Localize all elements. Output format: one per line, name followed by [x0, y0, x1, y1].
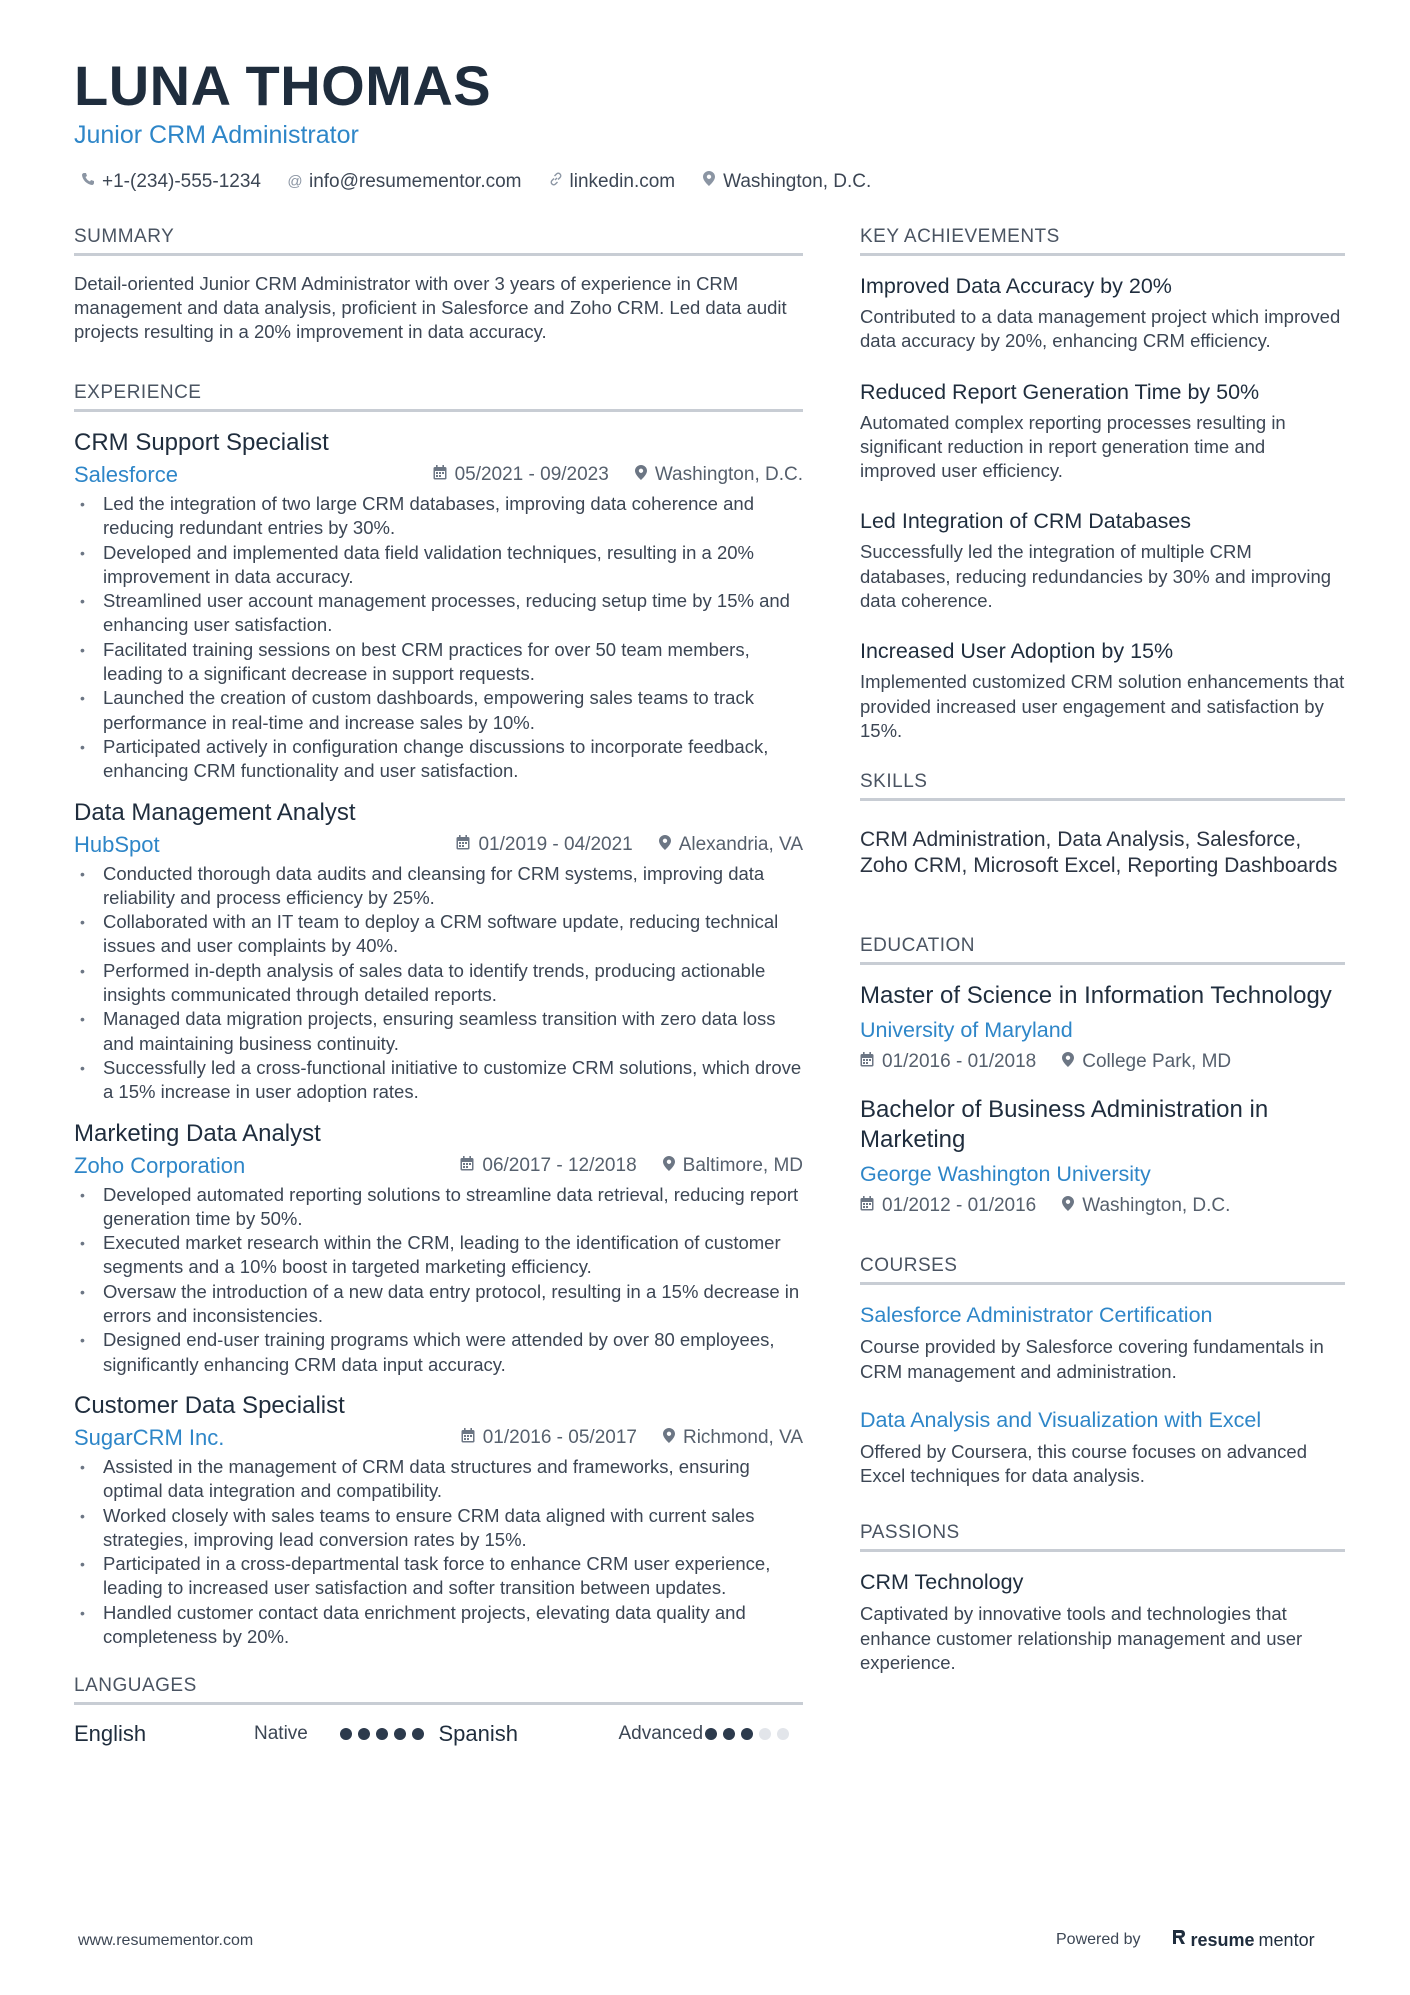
languages-list	[74, 1721, 803, 1747]
passion-desc: Captivated by innovative tools and technologies that enhance customer relationship management and user experience.	[860, 1603, 1303, 1674]
education-school: George Washington University	[860, 1162, 1151, 1187]
language-name: Spanish	[438, 1721, 519, 1747]
job-title: Data Management Analyst	[74, 798, 356, 826]
right-column	[860, 226, 1345, 1675]
location-icon	[659, 830, 671, 860]
education-degree: Master of Science in Information Technology	[860, 982, 1332, 1010]
language-name: English	[74, 1721, 147, 1747]
education-dates-group	[860, 1193, 1036, 1219]
proficiency-dot-filled	[723, 1728, 735, 1740]
job-bullets	[74, 862, 803, 1105]
link-icon	[548, 170, 564, 194]
job-entry	[74, 1119, 803, 1377]
job-location: Washington, D.C.	[654, 464, 803, 485]
job-bullet: • Handled customer contact data enrichment projects, elevating data quality and completeness by 20%.	[74, 1601, 803, 1650]
contact-location	[701, 170, 871, 194]
achievements-list	[860, 272, 1345, 743]
proficiency-dot-filled	[394, 1728, 406, 1740]
job-bullets	[74, 492, 803, 784]
job-dates-location	[460, 1151, 803, 1181]
achievement-item	[860, 272, 1345, 354]
course-title: Salesforce Administrator Certification	[860, 1303, 1213, 1328]
calendar-icon	[461, 1423, 475, 1453]
course-title: Data Analysis and Visualization with Excel	[860, 1407, 1262, 1432]
calendar-icon	[860, 1049, 874, 1075]
achievement-desc: Implemented customized CRM solution enhancements that provided increased user engagement and satisfaction by 15%.	[860, 671, 1345, 741]
achievements-heading: KEY ACHIEVEMENTS	[860, 226, 1345, 256]
job-location: Alexandria, VA	[678, 833, 803, 855]
job-dates-group	[460, 1151, 636, 1181]
company-name: SugarCRM Inc.	[74, 1424, 225, 1450]
contact-bar	[80, 170, 871, 194]
company-name: Salesforce	[74, 462, 178, 487]
contact-location-text: Washington, D.C.	[723, 171, 872, 192]
job-location-group	[659, 830, 803, 860]
achievement-item	[860, 378, 1345, 484]
job-meta	[74, 460, 803, 490]
job-bullet: • Launched the creation of custom dashboards, empowering sales teams to track performance in real-time and increase sales by 10%.	[74, 686, 803, 735]
proficiency-dot-empty	[759, 1728, 771, 1740]
job-dates: 05/2021 - 09/2023	[454, 464, 609, 485]
company-name: HubSpot	[74, 831, 160, 857]
contact-linkedin	[548, 170, 676, 194]
contact-phone	[80, 170, 261, 194]
skills-heading: SKILLS	[860, 771, 1345, 801]
location-icon	[1062, 1193, 1074, 1219]
job-bullet: • Designed end-user training programs which were attended by over 80 employees, significantly enhancing CRM data input accuracy.	[74, 1328, 803, 1377]
job-dates-group	[433, 460, 609, 490]
job-bullet: • Streamlined user account management processes, reducing setup time by 15% and enhancing user satisfaction.	[74, 589, 803, 638]
proficiency-dot-filled	[705, 1728, 717, 1740]
experience-list	[74, 428, 803, 1649]
education-item	[860, 981, 1345, 1075]
achievement-title: Led Integration of CRM Databases	[860, 509, 1192, 534]
job-bullet: • Collaborated with an IT team to deploy a CRM software update, reducing technical issues and user complaints by 40%.	[74, 910, 803, 959]
job-bullet: • Conducted thorough data audits and cleansing for CRM systems, improving data reliability and process efficiency by 25%.	[74, 862, 803, 911]
job-bullets	[74, 1455, 803, 1649]
achievement-desc: Contributed to a data management project which improved data accuracy by 20%, enhancing CRM efficiency.	[860, 306, 1341, 352]
job-bullet: • Performed in-depth analysis of sales data to identify trends, producing actionable insights communicated through detailed reports.	[74, 959, 803, 1008]
proficiency-dot-filled	[412, 1728, 424, 1740]
job-dates: 06/2017 - 12/2018	[482, 1154, 637, 1176]
location-icon	[635, 460, 647, 490]
job-bullet: • Managed data migration projects, ensuring seamless transition with zero data loss and maintaining business continuity.	[74, 1007, 803, 1056]
job-bullet: • Led the integration of two large CRM databases, improving data coherence and reducing redundant entries by 30%.	[74, 492, 803, 541]
footer-website[interactable]: www.resumementor.com	[78, 1932, 254, 1949]
achievement-desc: Successfully led the integration of multiple CRM databases, reducing redundancies by 30% and improving data coherence.	[860, 541, 1332, 612]
course-item	[860, 1301, 1345, 1384]
job-dates: 01/2016 - 05/2017	[482, 1426, 637, 1448]
location-icon	[701, 170, 717, 194]
powered-by-label: Powered by	[1056, 1931, 1141, 1948]
job-dates: 01/2019 - 04/2021	[478, 833, 633, 855]
courses-heading: COURSES	[860, 1255, 1345, 1285]
courses-list	[860, 1301, 1345, 1488]
company-name: Zoho Corporation	[74, 1152, 246, 1178]
education-location-group	[1062, 1193, 1230, 1219]
calendar-icon	[433, 460, 447, 490]
job-dates-group	[456, 830, 632, 860]
job-bullet: • Participated actively in configuration change discussions to incorporate feedback, enhancing CRM functionality and user satisfaction.	[74, 735, 803, 784]
job-location-group	[663, 1151, 803, 1181]
calendar-icon	[456, 830, 470, 860]
job-bullet: • Developed automated reporting solutions to streamline data retrieval, reducing report generation time by 50%.	[74, 1183, 803, 1232]
job-meta	[74, 1151, 803, 1181]
at-icon: @	[287, 173, 303, 190]
proficiency-dot-filled	[741, 1728, 753, 1740]
languages-heading: LANGUAGES	[74, 1675, 803, 1705]
job-dates-location	[433, 460, 803, 490]
brand-logo	[1171, 1928, 1315, 1952]
job-bullet: • Participated in a cross-departmental task force to enhance CRM user experience, leading to increased user satisfaction and softer transition between updates.	[74, 1552, 803, 1601]
job-title: Marketing Data Analyst	[74, 1119, 321, 1147]
passions-list	[860, 1568, 1345, 1675]
passions-heading: PASSIONS	[860, 1522, 1345, 1552]
job-dates-group	[461, 1423, 637, 1453]
proficiency-dot-empty	[777, 1728, 789, 1740]
job-bullet: • Worked closely with sales teams to ensure CRM data aligned with current sales strategies, improving lead conversion rates by 15%.	[74, 1504, 803, 1553]
education-location: Washington, D.C.	[1082, 1195, 1231, 1217]
course-item	[860, 1406, 1345, 1489]
proficiency-dot-filled	[376, 1728, 388, 1740]
achievement-item	[860, 637, 1345, 743]
language-item	[74, 1721, 439, 1747]
brand-light-text: mentor	[1258, 1929, 1315, 1950]
education-heading: EDUCATION	[860, 935, 1345, 965]
job-title: Customer Data Specialist	[74, 1391, 345, 1419]
job-bullet: • Developed and implemented data field validation techniques, resulting in a 20% improvement in data accuracy.	[74, 541, 803, 590]
education-meta	[860, 1049, 1345, 1075]
summary-text: Detail-oriented Junior CRM Administrator with over 3 years of experience in CRM management and data analysis, proficient in Salesforce and Zoho CRM. Led data audit projects resulting in a 20% improvement in data accuracy.	[74, 273, 787, 342]
achievement-title: Reduced Report Generation Time by 50%	[860, 379, 1260, 404]
phone-icon	[80, 170, 96, 194]
job-dates-location	[456, 830, 803, 860]
passion-title: CRM Technology	[860, 1570, 1024, 1595]
contact-linkedin-text: linkedin.com	[569, 171, 676, 192]
candidate-role: Junior CRM Administrator	[74, 121, 359, 149]
education-dates: 01/2012 - 01/2016	[882, 1195, 1037, 1217]
achievement-title: Improved Data Accuracy by 20%	[860, 274, 1172, 298]
location-icon	[1062, 1049, 1074, 1075]
contact-phone-text: +1-(234)-555-1234	[102, 171, 261, 192]
job-bullet: • Successfully led a cross-functional initiative to customize CRM solutions, which drove a 15% increase in user adoption rates.	[74, 1056, 803, 1105]
language-item	[439, 1721, 804, 1747]
job-bullet: • Oversaw the introduction of a new data entry protocol, resulting in a 15% decrease in errors and inconsistencies.	[74, 1280, 803, 1329]
job-entry	[74, 428, 803, 784]
job-bullet: • Facilitated training sessions on best CRM practices for over 50 team members, leading to a significant decrease in support requests.	[74, 638, 803, 687]
passion-item	[860, 1568, 1345, 1675]
education-degree: Bachelor of Business Administration in Marketing	[860, 1096, 1269, 1154]
footer-brand	[1056, 1928, 1315, 1952]
job-meta	[74, 1423, 803, 1453]
brand-bold-text: resume	[1190, 1929, 1255, 1950]
job-title: CRM Support Specialist	[74, 429, 329, 456]
calendar-icon	[860, 1193, 874, 1219]
achievement-title: Increased User Adoption by 15%	[860, 639, 1174, 664]
achievement-desc: Automated complex reporting processes resulting in significant reduction in report generation time and improved user efficiency.	[860, 411, 1286, 482]
language-proficiency-dots	[340, 1728, 424, 1740]
left-column	[74, 226, 803, 1747]
contact-email-text: info@resumementor.com	[308, 171, 522, 192]
job-entry	[74, 1391, 803, 1649]
education-school: University of Maryland	[860, 1018, 1073, 1043]
job-bullet: • Executed market research within the CRM, leading to the identification of customer segments and a 10% boost in targeted marketing efficiency.	[74, 1231, 803, 1280]
achievement-item	[860, 507, 1345, 613]
job-meta	[74, 830, 803, 860]
language-level: Advanced	[618, 1723, 704, 1745]
skills-text: CRM Administration, Data Analysis, Salesforce, Zoho CRM, Microsoft Excel, Reporting Dashboards	[860, 828, 1338, 878]
job-bullet: • Assisted in the management of CRM data structures and frameworks, ensuring optimal data integration and compatibility.	[74, 1455, 803, 1504]
experience-heading: EXPERIENCE	[74, 382, 803, 412]
location-icon	[663, 1423, 675, 1453]
job-location-group	[663, 1423, 803, 1453]
education-list	[860, 981, 1345, 1219]
education-dates-group	[860, 1049, 1036, 1075]
candidate-name: LUNA THOMAS	[74, 54, 492, 117]
summary-heading: SUMMARY	[74, 226, 803, 256]
job-dates-location	[461, 1423, 803, 1453]
calendar-icon	[460, 1151, 474, 1181]
job-bullets	[74, 1183, 803, 1377]
job-location: Richmond, VA	[682, 1426, 803, 1448]
brand-mark-icon	[1171, 1928, 1187, 1952]
proficiency-dot-filled	[340, 1728, 352, 1740]
job-entry	[74, 798, 803, 1105]
job-location-group	[635, 460, 803, 490]
education-item	[860, 1095, 1345, 1219]
location-icon	[663, 1151, 675, 1181]
education-location: College Park, MD	[1082, 1051, 1232, 1073]
education-dates: 01/2016 - 01/2018	[882, 1051, 1037, 1073]
language-proficiency-dots	[705, 1728, 789, 1740]
job-location: Baltimore, MD	[682, 1154, 803, 1176]
education-meta	[860, 1193, 1345, 1219]
language-level: Native	[254, 1723, 308, 1745]
contact-email	[287, 170, 522, 194]
proficiency-dot-filled	[358, 1728, 370, 1740]
course-desc: Offered by Coursera, this course focuses on advanced Excel techniques for data analysis.	[860, 1440, 1307, 1487]
education-location-group	[1062, 1049, 1231, 1075]
course-desc: Course provided by Salesforce covering fundamentals in CRM management and administration.	[860, 1336, 1324, 1382]
